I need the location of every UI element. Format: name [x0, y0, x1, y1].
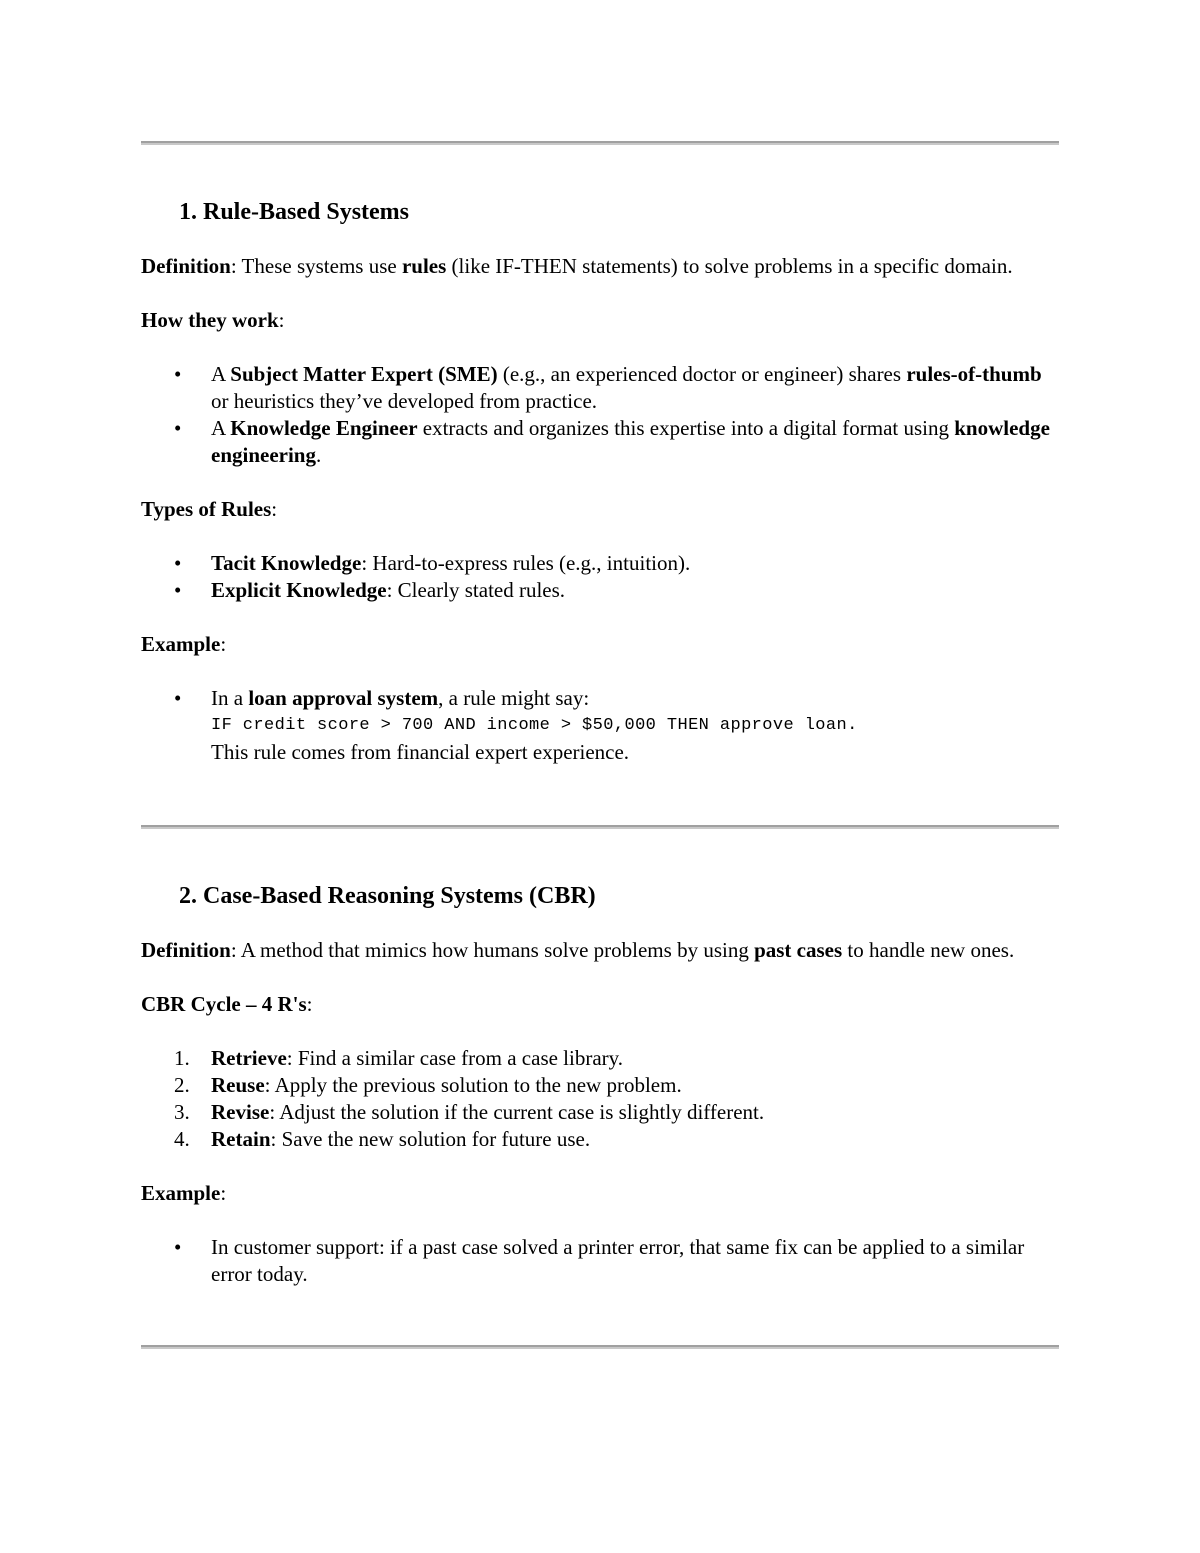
cbr-cycle-label: CBR Cycle – 4 R's: [141, 992, 313, 1016]
cbr-cycle-list [141, 1045, 1061, 1153]
list-item: 3. Revise: Adjust the solution if the current case is slightly different. [174, 1100, 765, 1124]
horizontal-rule [141, 141, 1059, 145]
example-list [141, 1234, 1061, 1288]
types-of-rules-list [141, 550, 1061, 604]
definition-label: Definition [141, 254, 231, 278]
bullet-icon: • [174, 551, 182, 575]
list-item: • Explicit Knowledge: Clearly stated rules. [174, 578, 566, 602]
example-label: Example: [141, 1181, 227, 1205]
list-item: • In customer support: if a past case solved a printer error, that same fix can be applied to a similar error today. [174, 1235, 1025, 1286]
example-list [141, 685, 1061, 766]
horizontal-rule [141, 1345, 1059, 1349]
bullet-icon: • [174, 1235, 182, 1259]
section-case-based [141, 881, 1061, 1288]
list-item: • In a loan approval system, a rule might say: IF credit score > 700 AND income > $50,000 THEN approve loan. This rule comes from financial expert experience. [141, 685, 1061, 766]
bullet-icon: • [174, 686, 182, 710]
section-rule-based [141, 197, 1061, 766]
types-of-rules-label: Types of Rules: [141, 497, 278, 521]
list-item: 2. Reuse: Apply the previous solution to the new problem. [174, 1073, 682, 1097]
list-item: • A Knowledge Engineer extracts and organizes this expertise into a digital format using knowledge engineering. [174, 416, 1050, 467]
bullet-icon: • [174, 578, 182, 602]
bullet-icon: • [174, 362, 182, 386]
definition-label: Definition [141, 938, 231, 962]
list-item: 4. Retain: Save the new solution for future use. [174, 1127, 591, 1151]
how-they-work-label: How they work: [141, 308, 285, 332]
definition-paragraph: Definition: These systems use rules (like IF-THEN statements) to solve problems in a specific domain. [141, 254, 1013, 278]
code-rule: IF credit score > 700 AND income > $50,000 THEN approve loan. [211, 716, 858, 735]
horizontal-rule [141, 825, 1059, 829]
bullet-icon: • [174, 416, 182, 440]
list-item: 1. Retrieve: Find a similar case from a case library. [174, 1046, 624, 1070]
how-they-work-list [141, 361, 1061, 469]
definition-paragraph: Definition: A method that mimics how humans solve problems by using past cases to handle new ones. [141, 938, 1015, 962]
example-label: Example: [141, 632, 227, 656]
list-item: • Tacit Knowledge: Hard-to-express rules (e.g., intuition). [174, 551, 691, 575]
example-note: This rule comes from financial expert experience. [211, 740, 630, 764]
section-heading: 1. Rule-Based Systems [179, 199, 410, 225]
section-heading: 2. Case-Based Reasoning Systems (CBR) [179, 883, 596, 909]
list-item: • A Subject Matter Expert (SME) (e.g., an experienced doctor or engineer) shares rules-of-thumb or heuristics they’ve developed from practice. [174, 362, 1042, 413]
